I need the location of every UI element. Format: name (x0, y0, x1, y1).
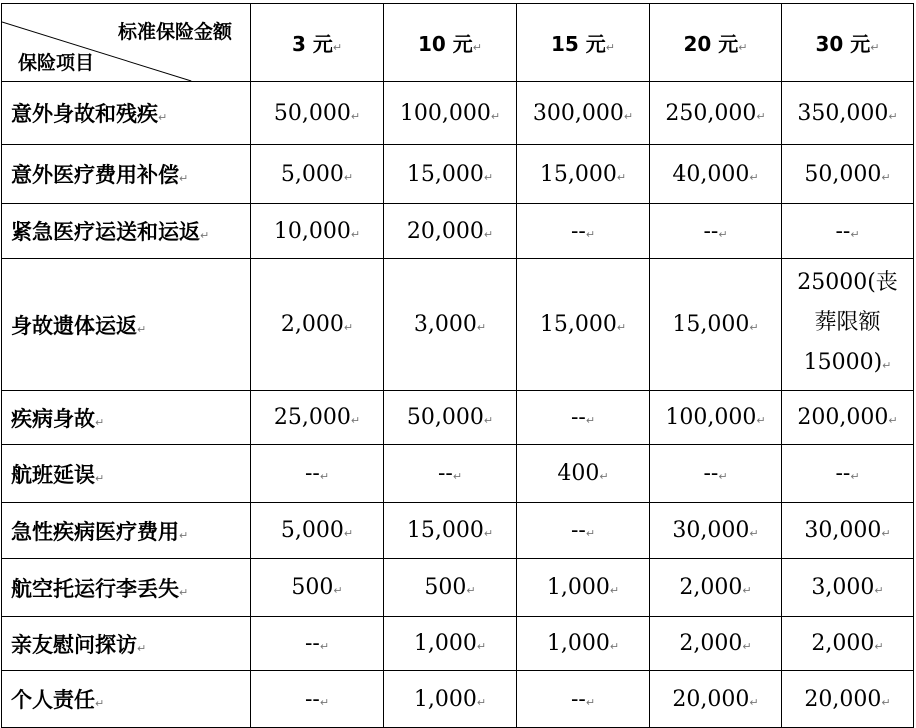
corner-cell (2, 4, 251, 82)
row-label: 紧急医疗运送和运返↵ (2, 204, 251, 259)
row-label: 意外医疗费用补偿↵ (2, 145, 251, 204)
table-cell: 30,000↵ (782, 503, 914, 559)
table-cell: 1,000↵ (384, 617, 517, 671)
table-cell: --↵ (782, 445, 914, 503)
table-row (2, 82, 914, 145)
table-cell: 25000(丧葬限额15000)↵ (782, 259, 914, 391)
table-cell: --↵ (251, 617, 384, 671)
table-row (2, 391, 914, 445)
table-cell: 15,000↵ (384, 503, 517, 559)
table-cell: 250,000↵ (650, 82, 782, 145)
table-cell: 15,000↵ (384, 145, 517, 204)
table-cell: --↵ (517, 391, 650, 445)
row-label: 意外身故和残疾↵ (2, 82, 251, 145)
header-amount-label: 标准保险金额 (117, 21, 232, 43)
table-cell: 2,000↵ (782, 617, 914, 671)
row-label: 亲友慰问探访↵ (2, 617, 251, 671)
insurance-table (1, 3, 914, 728)
table-cell: 30,000↵ (650, 503, 782, 559)
table-row (2, 617, 914, 671)
table-cell: 2,000↵ (650, 617, 782, 671)
row-label: 疾病身故↵ (2, 391, 251, 445)
table-cell: 2,000↵ (650, 559, 782, 617)
row-label: 航空托运行李丢失↵ (2, 559, 251, 617)
table-cell: 20,000↵ (384, 204, 517, 259)
table-row (2, 445, 914, 503)
table-cell: 20,000↵ (650, 671, 782, 728)
table-cell: 2,000↵ (251, 259, 384, 391)
column-header: 10 元↵ (384, 4, 517, 82)
table-cell: 40,000↵ (650, 145, 782, 204)
table-cell: --↵ (517, 671, 650, 728)
column-header: 3 元↵ (251, 4, 384, 82)
table-cell: 1,000↵ (384, 671, 517, 728)
column-header: 30 元↵ (782, 4, 914, 82)
table-cell: 500↵ (384, 559, 517, 617)
table-cell: 5,000↵ (251, 503, 384, 559)
table-row (2, 671, 914, 728)
row-label: 个人责任↵ (2, 671, 251, 728)
table-cell: 50,000↵ (251, 82, 384, 145)
table-row (2, 259, 914, 391)
table-cell: 500↵ (251, 559, 384, 617)
table-cell: --↵ (517, 204, 650, 259)
table-cell: --↵ (650, 204, 782, 259)
header-item-label: 保险项目 (18, 52, 95, 74)
table-cell: 300,000↵ (517, 82, 650, 145)
table-cell: 200,000↵ (782, 391, 914, 445)
table-row (2, 204, 914, 259)
table-cell: 400↵ (517, 445, 650, 503)
column-header: 15 元↵ (517, 4, 650, 82)
table-cell: --↵ (251, 671, 384, 728)
table-cell: 10,000↵ (251, 204, 384, 259)
table-cell: 15,000↵ (517, 145, 650, 204)
table-cell: 100,000↵ (650, 391, 782, 445)
header-row (2, 4, 914, 82)
table-cell: 15,000↵ (650, 259, 782, 391)
row-label: 急性疾病医疗费用↵ (2, 503, 251, 559)
table-cell: --↵ (650, 445, 782, 503)
table-row (2, 559, 914, 617)
table-cell: 350,000↵ (782, 82, 914, 145)
table-row (2, 503, 914, 559)
table-cell: --↵ (251, 445, 384, 503)
table-cell: 20,000↵ (782, 671, 914, 728)
table-cell: --↵ (517, 503, 650, 559)
table-cell: 3,000↵ (782, 559, 914, 617)
table-cell: 25,000↵ (251, 391, 384, 445)
table-cell: --↵ (384, 445, 517, 503)
table-cell: 50,000↵ (782, 145, 914, 204)
table-cell: 1,000↵ (517, 617, 650, 671)
row-label: 身故遗体运返↵ (2, 259, 251, 391)
row-label: 航班延误↵ (2, 445, 251, 503)
table-cell: 3,000↵ (384, 259, 517, 391)
table-cell: --↵ (782, 204, 914, 259)
table-cell: 1,000↵ (517, 559, 650, 617)
table-cell: 15,000↵ (517, 259, 650, 391)
table-row (2, 145, 914, 204)
table-cell: 50,000↵ (384, 391, 517, 445)
table-cell: 5,000↵ (251, 145, 384, 204)
table-cell: 100,000↵ (384, 82, 517, 145)
column-header: 20 元↵ (650, 4, 782, 82)
